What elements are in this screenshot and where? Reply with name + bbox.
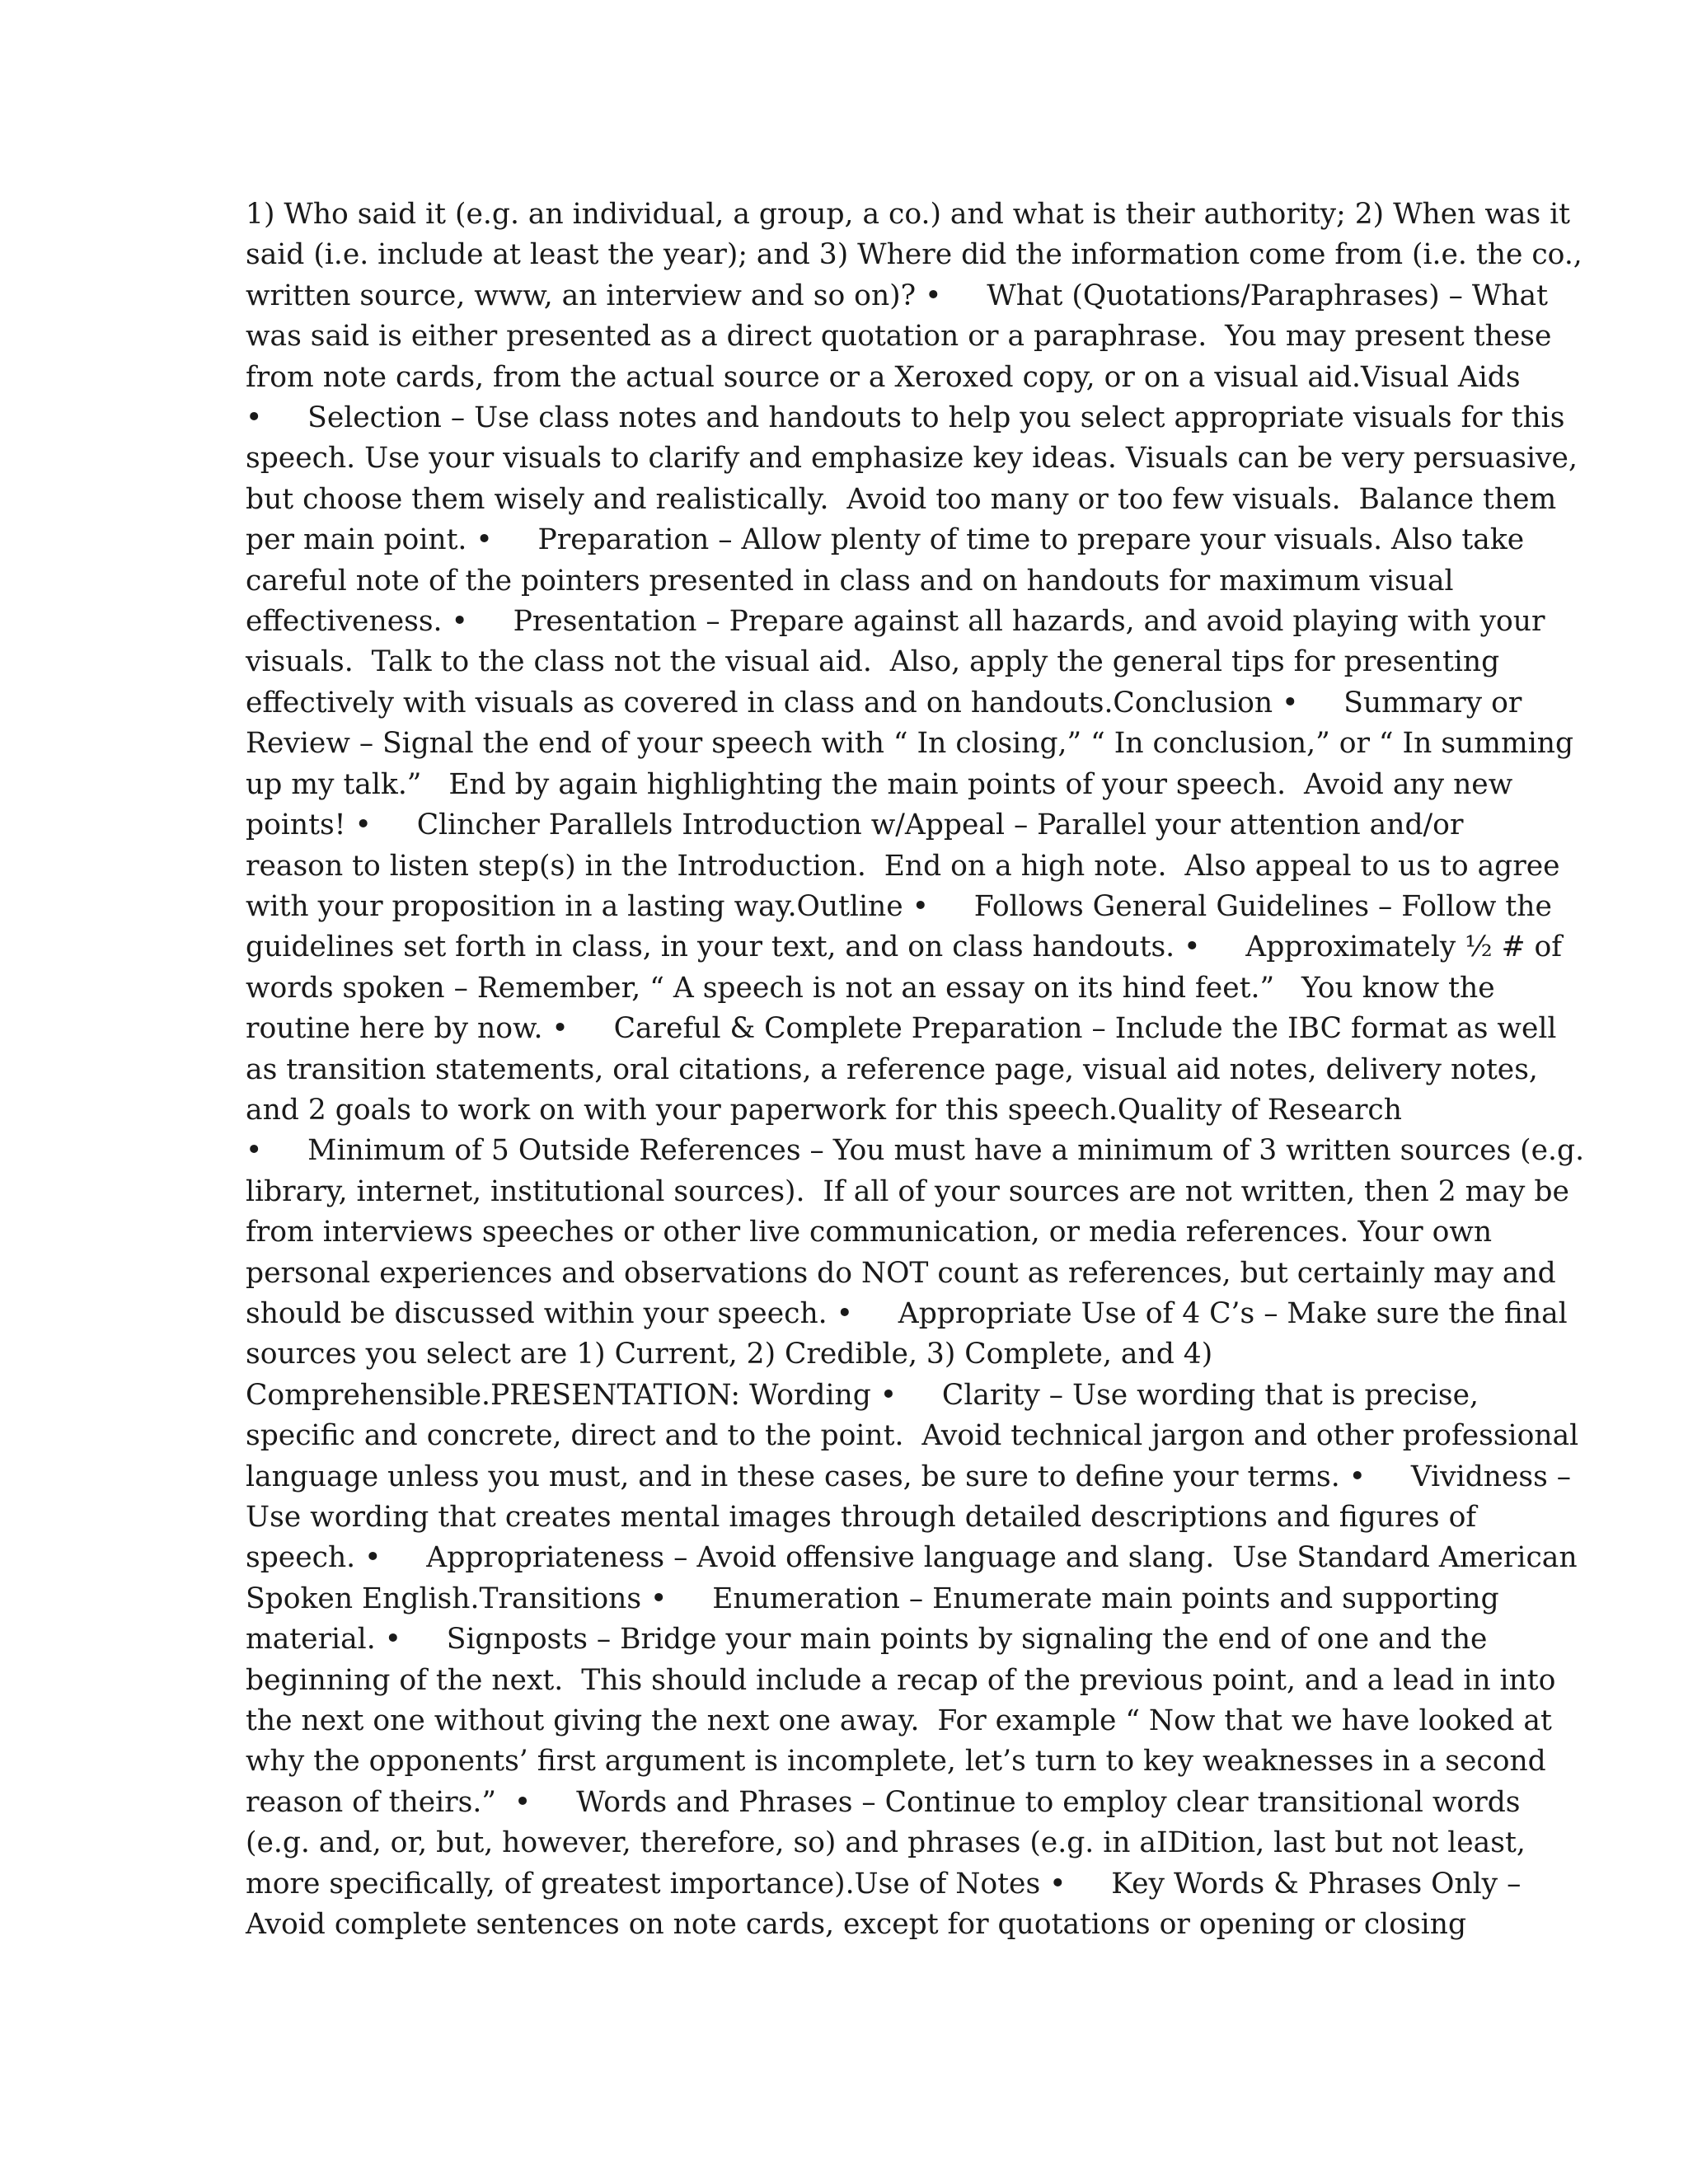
- text-line: per main point. • Preparation – Allow plenty of time to prepare your visuals. Also take: [246, 523, 1525, 557]
- text-line: Spoken English.Transitions • Enumeration – Enumerate main points and supporting: [246, 1582, 1499, 1615]
- text-line: was said is either presented as a direct quotation or a paraphrase. You may present these: [246, 320, 1552, 354]
- text-line: and 2 goals to work on with your paperwork for this speech.Quality of Research: [246, 1093, 1402, 1127]
- text-line: more specifically, of greatest importance).Use of Notes • Key Words & Phrases Only –: [246, 1867, 1522, 1900]
- text-line: beginning of the next. This should include a recap of the previous point, and a lead in into: [246, 1663, 1556, 1697]
- text-line: up my talk.” End by again highlighting the main points of your speech. Avoid any new: [246, 767, 1513, 801]
- text-line: reason of theirs.” • Words and Phrases – Continue to employ clear transitional words: [246, 1785, 1521, 1819]
- text-line: from note cards, from the actual source or a Xeroxed copy, or on a visual aid.Visual Aids: [246, 360, 1521, 394]
- text-line: 1) Who said it (e.g. an individual, a group, a co.) and what is their authority; 2) When was it: [246, 198, 1571, 231]
- text-line: reason to listen step(s) in the Introduction. End on a high note. Also appeal to us to agree: [246, 849, 1560, 883]
- text-line: material. • Signposts – Bridge your main points by signaling the end of one and the: [246, 1623, 1488, 1657]
- text-line: • Minimum of 5 Outside References – You must have a minimum of 3 written sources (e.g.: [246, 1134, 1585, 1168]
- text-line: routine here by now. • Careful & Complete Preparation – Include the IBC format as well: [246, 1012, 1557, 1046]
- text-line: effectively with visuals as covered in class and on handouts.Conclusion • Summary or: [246, 686, 1522, 719]
- text-line: • Selection – Use class notes and handouts to help you select appropriate visuals for this: [246, 401, 1565, 435]
- text-line: effectiveness. • Presentation – Prepare against all hazards, and avoid playing with your: [246, 605, 1545, 639]
- text-line: the next one without giving the next one away. For example “ Now that we have looked at: [246, 1704, 1552, 1738]
- text-line: speech. Use your visuals to clarify and emphasize key ideas. Visuals can be very persuasive,: [246, 442, 1578, 476]
- text-line: Review – Signal the end of your speech with “ In closing,” “ In conclusion,” or “ In summing: [246, 727, 1574, 761]
- text-line: Avoid complete sentences on note cards, except for quotations or opening or closing: [246, 1908, 1467, 1942]
- text-line: as transition statements, oral citations, a reference page, visual aid notes, delivery notes,: [246, 1052, 1538, 1086]
- text-line: with your proposition in a lasting way.Outline • Follows General Guidelines – Follow the: [246, 889, 1552, 923]
- document-body: [246, 194, 1585, 1945]
- text-line: written source, www, an interview and so on)? • What (Quotations/Paraphrases) – What: [246, 279, 1548, 312]
- text-line: specific and concrete, direct and to the point. Avoid technical jargon and other professional: [246, 1419, 1579, 1453]
- text-line: speech. • Appropriateness – Avoid offensive language and slang. Use Standard American: [246, 1541, 1578, 1575]
- text-line: should be discussed within your speech. • Appropriate Use of 4 C’s – Make sure the final: [246, 1296, 1568, 1330]
- text-line: (e.g. and, or, but, however, therefore, so) and phrases (e.g. in aIDition, last but not least,: [246, 1826, 1526, 1860]
- text-line: library, internet, institutional sources). If all of your sources are not written, then 2 may be: [246, 1174, 1569, 1208]
- text-line: Comprehensible.PRESENTATION: Wording • Clarity – Use wording that is precise,: [246, 1378, 1479, 1412]
- text-line: why the opponents’ first argument is incomplete, let’s turn to key weaknesses in a second: [246, 1745, 1546, 1779]
- text-line: but choose them wisely and realistically. Avoid too many or too few visuals. Balance them: [246, 482, 1557, 516]
- text-line: from interviews speeches or other live communication, or media references. Your own: [246, 1216, 1493, 1249]
- text-line: Use wording that creates mental images through detailed descriptions and figures of: [246, 1501, 1477, 1534]
- text-line: words spoken – Remember, “ A speech is not an essay on its hind feet.” You know the: [246, 971, 1495, 1005]
- text-line: visuals. Talk to the class not the visual aid. Also, apply the general tips for presenting: [246, 645, 1500, 679]
- text-line: points! • Clincher Parallels Introduction w/Appeal – Parallel your attention and/or: [246, 808, 1464, 842]
- text-line: personal experiences and observations do NOT count as references, but certainly may and: [246, 1256, 1556, 1290]
- text-line: careful note of the pointers presented in class and on handouts for maximum visual: [246, 564, 1454, 598]
- text-line: guidelines set forth in class, in your text, and on class handouts. • Approximately ½ # of: [246, 930, 1563, 964]
- text-line: said (i.e. include at least the year); and 3) Where did the information come from (i.e. the co.,: [246, 238, 1582, 272]
- text-line: sources you select are 1) Current, 2) Credible, 3) Complete, and 4): [246, 1338, 1213, 1371]
- text-line: language unless you must, and in these cases, be sure to define your terms. • Vividness –: [246, 1460, 1572, 1493]
